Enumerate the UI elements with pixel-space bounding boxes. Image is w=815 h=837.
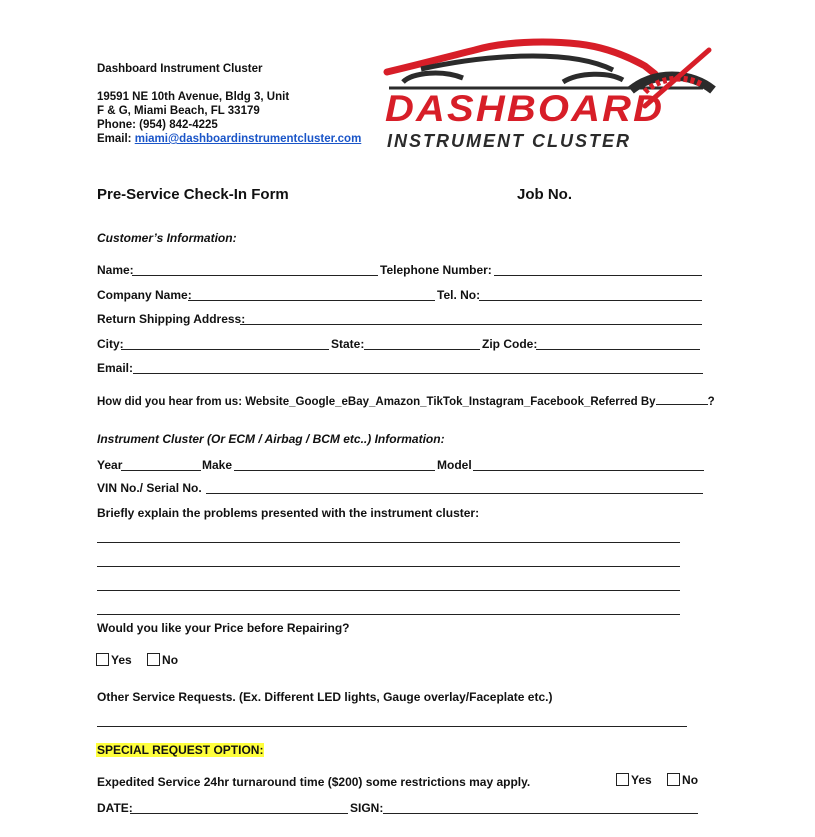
state-field[interactable] (364, 349, 480, 350)
other-requests-field[interactable] (97, 726, 687, 727)
sign-label: SIGN: (350, 801, 384, 815)
zip-label: Zip Code: (482, 337, 538, 351)
customer-section-heading: Customer’s Information: (97, 231, 237, 245)
email-label: Email: (97, 133, 135, 145)
telephone-field[interactable] (494, 275, 702, 276)
referred-by-field[interactable] (656, 404, 708, 405)
logo-word-dashboard: DASHBOARD (385, 88, 665, 129)
sign-field[interactable] (383, 813, 698, 814)
year-field[interactable] (121, 470, 201, 471)
model-field[interactable] (473, 470, 704, 471)
email-field[interactable] (133, 373, 703, 374)
cluster-section-heading: Instrument Cluster (Or ECM / Airbag / BCM etc..) Information: (97, 432, 445, 446)
price-yes-label: Yes (111, 653, 132, 667)
other-requests-label: Other Service Requests. (Ex. Different LED lights, Gauge overlay/Faceplate etc.) (97, 690, 553, 704)
price-yes-option[interactable] (96, 653, 132, 667)
problems-line-1[interactable] (97, 542, 680, 543)
make-label: Make (202, 458, 233, 472)
vin-field[interactable] (206, 493, 703, 494)
expedited-no-option[interactable] (667, 773, 698, 787)
address-line1: 19591 NE 10th Avenue, Bldg 3, Unit (97, 91, 290, 103)
hear-suffix: ? (707, 396, 715, 408)
year-label: Year (97, 458, 123, 472)
return-address-label: Return Shipping Address: (97, 312, 246, 326)
tel-no-field[interactable] (479, 300, 702, 301)
company-logo (383, 36, 728, 156)
problems-line-3[interactable] (97, 590, 680, 591)
expedited-yes-checkbox[interactable] (616, 773, 629, 786)
vin-label: VIN No./ Serial No. (97, 481, 202, 495)
address-line2: F & G, Miami Beach, FL 33179 (97, 105, 260, 117)
special-request-label: SPECIAL REQUEST OPTION: (97, 743, 264, 757)
model-label: Model (437, 458, 472, 472)
price-no-option[interactable] (147, 653, 178, 667)
expedited-yes-label: Yes (631, 773, 652, 787)
email-link[interactable]: miami@dashboardinstrumentcluster.com (134, 133, 362, 145)
price-yes-checkbox[interactable] (96, 653, 109, 666)
city-field[interactable] (121, 349, 329, 350)
expedited-options (616, 773, 710, 787)
job-no-label: Job No. (517, 186, 572, 203)
telephone-label: Telephone Number: (380, 263, 492, 277)
hear-question-text: How did you hear from us: Website_Google_eBay_Amazon_TikTok_Instagram_Facebook_Referred By (97, 396, 656, 408)
company-name-label: Company Name: (97, 288, 192, 302)
problems-line-4[interactable] (97, 614, 680, 615)
price-question: Would you like your Price before Repairing? (97, 621, 350, 635)
state-label: State: (331, 337, 365, 351)
company-phone: Phone: (954) 842-4225 (97, 119, 218, 131)
logo-word-instrument-cluster: INSTRUMENT CLUSTER (387, 131, 631, 151)
expedited-text: Expedited Service 24hr turnaround time ($200) some restrictions may apply. (97, 775, 531, 789)
make-field[interactable] (234, 470, 435, 471)
price-options (96, 653, 190, 667)
hear-question (97, 396, 715, 408)
email-field-label: Email: (97, 361, 134, 375)
city-label: City: (97, 337, 124, 351)
problems-line-2[interactable] (97, 566, 680, 567)
date-label: DATE: (97, 801, 133, 815)
date-field[interactable] (130, 813, 348, 814)
name-field[interactable] (132, 275, 378, 276)
expedited-no-checkbox[interactable] (667, 773, 680, 786)
company-email-row (97, 132, 361, 146)
expedited-no-label: No (682, 773, 699, 787)
form-title: Pre-Service Check-In Form (97, 186, 289, 203)
price-no-checkbox[interactable] (147, 653, 160, 666)
expedited-yes-option[interactable] (616, 773, 652, 787)
problems-label: Briefly explain the problems presented with the instrument cluster: (97, 506, 480, 520)
price-no-label: No (162, 653, 179, 667)
tel-no-label: Tel. No: (437, 288, 481, 302)
return-address-field[interactable] (240, 324, 702, 325)
company-name-field[interactable] (188, 300, 435, 301)
name-label: Name: (97, 263, 134, 277)
zip-field[interactable] (536, 349, 700, 350)
company-name: Dashboard Instrument Cluster (97, 63, 263, 75)
